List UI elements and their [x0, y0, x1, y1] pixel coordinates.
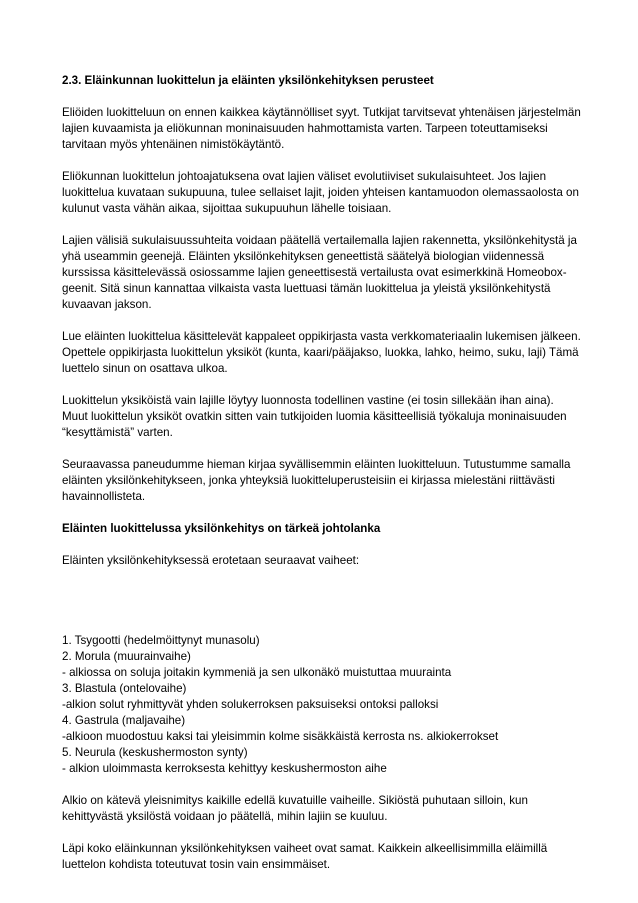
section-title: 2.3. Eläinkunnan luokittelun ja eläinten yksilönkehityksen perusteet	[62, 74, 434, 87]
list-item: 2. Morula (muurainvaihe)	[62, 650, 191, 663]
list-item: 3. Blastula (ontelovaihe)	[62, 682, 187, 695]
subheading: Eläinten luokittelussa yksilönkehitys on tärkeä johtolanka	[62, 522, 381, 535]
paragraph-evolutionary-relations: Eliökunnan luokittelun johtoajatuksena ovat lajien väliset evolutiiviset sukulaisuhteet. Jos lajien luokittelua kuvataan sukupuuna, tulee sellaiset lajit, joiden yhteisen kantamuodon olemassaolosta on kulunut vasta vähän aikaa, sijoittaa sukupuuhun lähelle toisiaan.	[62, 170, 579, 215]
paragraph-following-section: Seuraavassa paneudumme hieman kirjaa syvällisemmin eläinten luokitteluun. Tutustumme samalla eläinten yksilönkehitykseen, jonka yhteyksiä luokitteluperusteisiin ei kirjassa mielestäni riittävästi havainnollisteta.	[62, 458, 571, 503]
blank-space	[62, 585, 582, 633]
paragraph-textbook-reading: Lue eläinten luokittelua käsittelevät kappaleet oppikirjasta vasta verkkomateriaalin lukemisen jälkeen. Opettele oppikirjasta luokittelun yksiköt (kunta, kaari/pääjakso, luokka, lahko, heimo, suku, laji) Tämä luettelo sinun on osattava ulkoa.	[62, 330, 581, 375]
paragraph-species-unit: Luokittelun yksiköistä vain lajille löytyy luonnosta todellinen vastine (ei tosin sillekään ihan aina). Muut luokittelun yksiköt ovatkin sitten vain tutkijoiden luomia käsitteellisiä työkaluja moninaisuuden “kesyttämistä” varten.	[62, 394, 567, 439]
document-page	[62, 73, 582, 889]
paragraph-stages-universal: Läpi koko eläinkunnan yksilönkehityksen vaiheet ovat samat. Kaikkein alkeellisimmilla eläimillä luettelon kohdista toteutuvat tosin vain ensimmäiset.	[62, 842, 548, 871]
stages-intro: Eläinten yksilönkehityksessä erotetaan seuraavat vaiheet:	[62, 554, 360, 567]
list-item: - alkiossa on soluja joitakin kymmeniä ja sen ulkonäkö muistuttaa muurainta	[62, 666, 452, 679]
paragraph-embryo-definition: Alkio on kätevä yleisnimitys kaikille edellä kuvatuille vaiheille. Sikiöstä puhutaan silloin, kun kehittyvästä yksilöstä voidaan jo päätellä, mihin lajiin se kuuluu.	[62, 794, 528, 823]
development-stages-list	[62, 633, 582, 777]
list-item: 1. Tsygootti (hedelmöittynyt munasolu)	[62, 634, 260, 647]
list-item: 5. Neurula (keskushermoston synty)	[62, 746, 248, 759]
list-item: -alkion solut ryhmittyvät yhden solukerroksen paksuiseksi ontoksi palloksi	[62, 698, 439, 711]
list-item: - alkion uloimmasta kerroksesta kehittyy keskushermoston aihe	[62, 762, 387, 775]
list-item: 4. Gastrula (maljavaihe)	[62, 714, 186, 727]
paragraph-comparison-methods: Lajien välisiä sukulaisuussuhteita voidaan päätellä vertailemalla lajien rakennetta, yksilönkehitystä ja yhä useammin geenejä. Eläinten yksilönkehityksen geneettistä säätelyä biologian viidennessä kurssissa käsittelevässä osiossamme lajien geneettisestä vertailusta ovat esimerkkinä Homeobox-geenit. Sitä sinun kannattaa vilkaista vasta luettuasi tämän luokittelua ja yleistä yksilönkehitystä kuvaavan jakson.	[62, 234, 577, 311]
list-item: -alkioon muodostuu kaksi tai yleisimmin kolme sisäkkäistä kerrosta ns. alkiokerrokset	[62, 730, 499, 743]
paragraph-classification-purpose: Eliöiden luokitteluun on ennen kaikkea käytännölliset syyt. Tutkijat tarvitsevat yhtenäisen järjestelmän lajien kuvaamista ja eliökunnan moninaisuuden hahmottamista varten. Tarpeen toteuttamiseksi tarvitaan myös yhtenäinen nimistökäytäntö.	[62, 106, 581, 151]
